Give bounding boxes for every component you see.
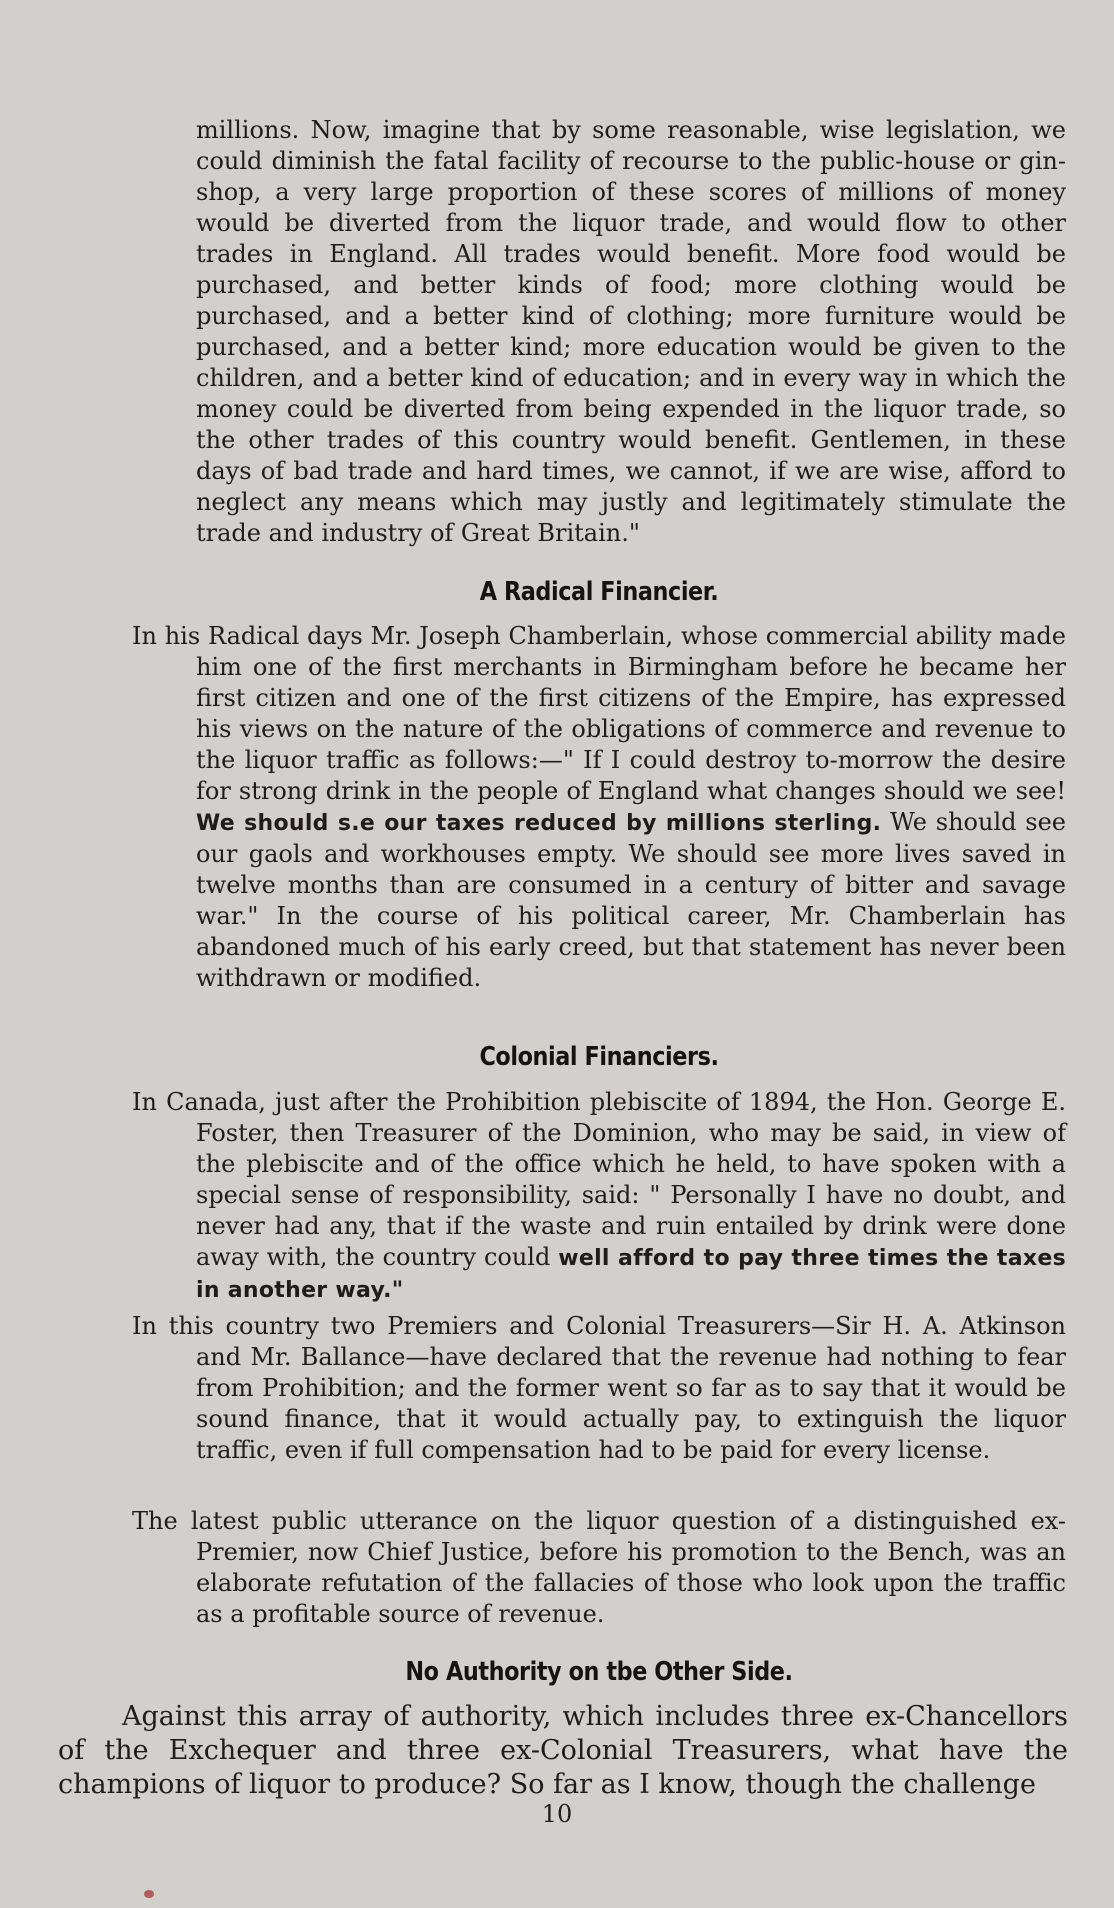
chief-justice-paragraph: The latest public utterance on the liquor question of a distinguished ex-Premier, now Chief Justice, before his promotion to the Bench, was an elaborate refutation of the fallacies of those who look upon the traffic as a profitable source of revenue. [132, 1507, 1066, 1628]
heading-radical-financier: A Radical Financier. [479, 577, 719, 607]
chamberlain-emphasis: We should s.e our taxes reduced by millions sterling. [196, 811, 882, 836]
page-number: 10 [541, 1800, 573, 1828]
chamberlain-paragraph [132, 621, 1066, 994]
heading-colonial-financiers: Colonial Financiers. [479, 1042, 719, 1072]
chamberlain-text-a: In his Radical days Mr. Joseph Chamberlain, whose commercial ability made him one of the first merchants in Birmingham before he became her first citizen and one of the first citizens of the Empire, has expressed his views on the nature of the obligations of commerce and revenue to the liquor traffic as follows:—" If I could destroy to-morrow the desire for strong drink in the people of England what changes should we see! [132, 622, 1066, 805]
foster-paragraph [132, 1087, 1066, 1306]
intro-paragraph: millions. Now, imagine that by some reasonable, wise legislation, we could diminish the fatal facility of recourse to the public-house or gin-shop, a very large proportion of these scores of millions of money would be diverted from the liquor trade, and would flow to other trades in England. All trades would benefit. More food would be purchased, and better kinds of food; more clothing would be purchased, and a better kind of clothing; more furniture would be purchased, and a better kind; more education would be given to the children, and a better kind of education; and in every way in which the money could be diverted from being expended in the liquor trade, so the other trades of this country would benefit. Gentlemen, in these days of bad trade and hard times, we cannot, if we are wise, afford to neglect any means which may justly and legitimately stimulate the trade and industry of Great Britain." [196, 116, 1066, 547]
paper-speck [144, 1890, 154, 1898]
premiers-paragraph: In this country two Premiers and Colonial Treasurers—Sir H. A. Atkinson and Mr. Ballance—have declared that the revenue had nothing to fear from Prohibition; and the former went so far as to say that it would be sound finance, that it would actually pay, to extinguish the liquor traffic, even if full compensation had to be paid for every license. [132, 1312, 1066, 1464]
foster-emphasis: well afford to pay three times the taxes in another way." [196, 1246, 1066, 1303]
chamberlain-text-b: We should see our gaols and workhouses empty. We should see more lives saved in twelve months than are consumed in a century of bitter and savage war." In the course of his political career, Mr. Chamberlain has abandoned much of his early creed, but that statement has never been withdrawn or modified. [196, 808, 1066, 992]
closing-paragraph: Against this array of authority, which includes three ex-Chancellors of the Exchequer and three ex-Colonial Treasurers, what have the champions of liquor to produce? So far as I know, though the challenge [58, 1701, 1068, 1800]
foster-text: In Canada, just after the Prohibition plebiscite of 1894, the Hon. George E. Foster, then Treasurer of the Dominion, who may be said, in view of the plebiscite and of the office which he held, to have spoken with a special sense of responsibility, said: " Personally I have no doubt, and never had any, that if the waste and ruin entailed by drink were done away with, the country could [132, 1088, 1066, 1271]
heading-no-authority: No Authority on tbe Other Side. [405, 1657, 793, 1687]
